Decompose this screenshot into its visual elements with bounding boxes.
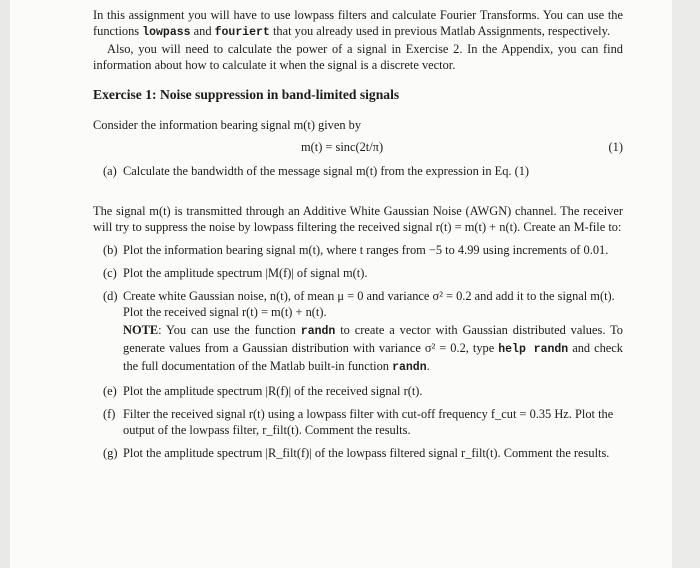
equation-1 <box>93 139 623 157</box>
list-item-b <box>93 242 623 258</box>
list-item-c <box>93 265 623 281</box>
intro-paragraph-1: In this assignment you will have to use lowpass filters and calculate Fourier Transforms. You can use the functions lowpass and fouriert that you already used in previous Matlab Assignments, respectively. <box>93 8 623 39</box>
item-label: (c) <box>103 266 117 280</box>
list-item-e <box>93 383 623 399</box>
list-item-g <box>93 445 623 461</box>
transmit-paragraph: The signal m(t) is transmitted through an Additive White Gaussian Noise (AWGN) channel. The receiver will try to suppress the noise by lowpass filtering the received signal r(t) = m(t) + n(t). Create an M-file to: <box>93 204 623 234</box>
document-content <box>93 7 623 461</box>
code-help-randn: help randn <box>498 343 569 356</box>
item-label: (a) <box>103 164 117 178</box>
item-text: Plot the amplitude spectrum |M(f)| of signal m(t). <box>123 266 368 280</box>
equation-number: (1) <box>608 140 623 154</box>
note-heading: NOTE <box>123 323 159 337</box>
item-label: (d) <box>103 289 118 303</box>
left-background-edge <box>0 0 10 568</box>
item-label: (f) <box>103 407 116 421</box>
document-page <box>10 0 672 568</box>
code-randn: randn <box>300 325 336 338</box>
item-text: Plot the information bearing signal m(t), where t ranges from −5 to 4.99 using increments of 0.01. <box>123 243 609 257</box>
code-fouriert: fouriert <box>214 26 270 39</box>
consider-text: Consider the information bearing signal m(t) given by <box>93 118 362 132</box>
item-label: (e) <box>103 384 117 398</box>
right-background-edge <box>672 0 700 568</box>
note-block <box>123 322 623 376</box>
item-label: (b) <box>103 243 118 257</box>
item-text: Calculate the bandwidth of the message signal m(t) from the expression in Eq. (1) <box>123 164 530 178</box>
item-text: Filter the received signal r(t) using a lowpass filter with cut-off frequency f_cut = 0.35 Hz. Plot the output of the lowpass filter, r_filt(t). Comment the results. <box>123 407 614 437</box>
code-lowpass: lowpass <box>142 26 191 39</box>
equation-expression: m(t) = sinc(2t/π) <box>301 140 384 154</box>
note-text: NOTE: You can use the function randn to create a vector with Gaussian distributed values. To generate values from a Gaussian distribution with variance σ² = 0.2, type help randn and check the full documentation of the Matlab built-in function randn. <box>123 323 624 374</box>
intro-paragraph-2: Also, you will need to calculate the power of a signal in Exercise 2. In the Appendix, you can find information about how to calculate it when the signal is a discrete vector. <box>93 42 623 72</box>
list-item-d <box>93 288 623 376</box>
code-randn-2: randn <box>392 361 427 374</box>
item-text: Plot the amplitude spectrum |R_filt(f)| of the lowpass filtered signal r_filt(t). Comment the results. <box>123 446 610 460</box>
item-label: (g) <box>103 446 118 460</box>
list-item-a <box>93 163 623 179</box>
item-text: Plot the amplitude spectrum |R(f)| of the received signal r(t). <box>123 384 423 398</box>
item-text: Create white Gaussian noise, n(t), of mean μ = 0 and variance σ² = 0.2 and add it to the signal m(t). Plot the received signal r(t) = m(t) + n(t). <box>123 289 615 319</box>
list-item-f <box>93 406 623 438</box>
exercise-title: Exercise 1: Noise suppression in band-limited signals <box>93 87 400 102</box>
